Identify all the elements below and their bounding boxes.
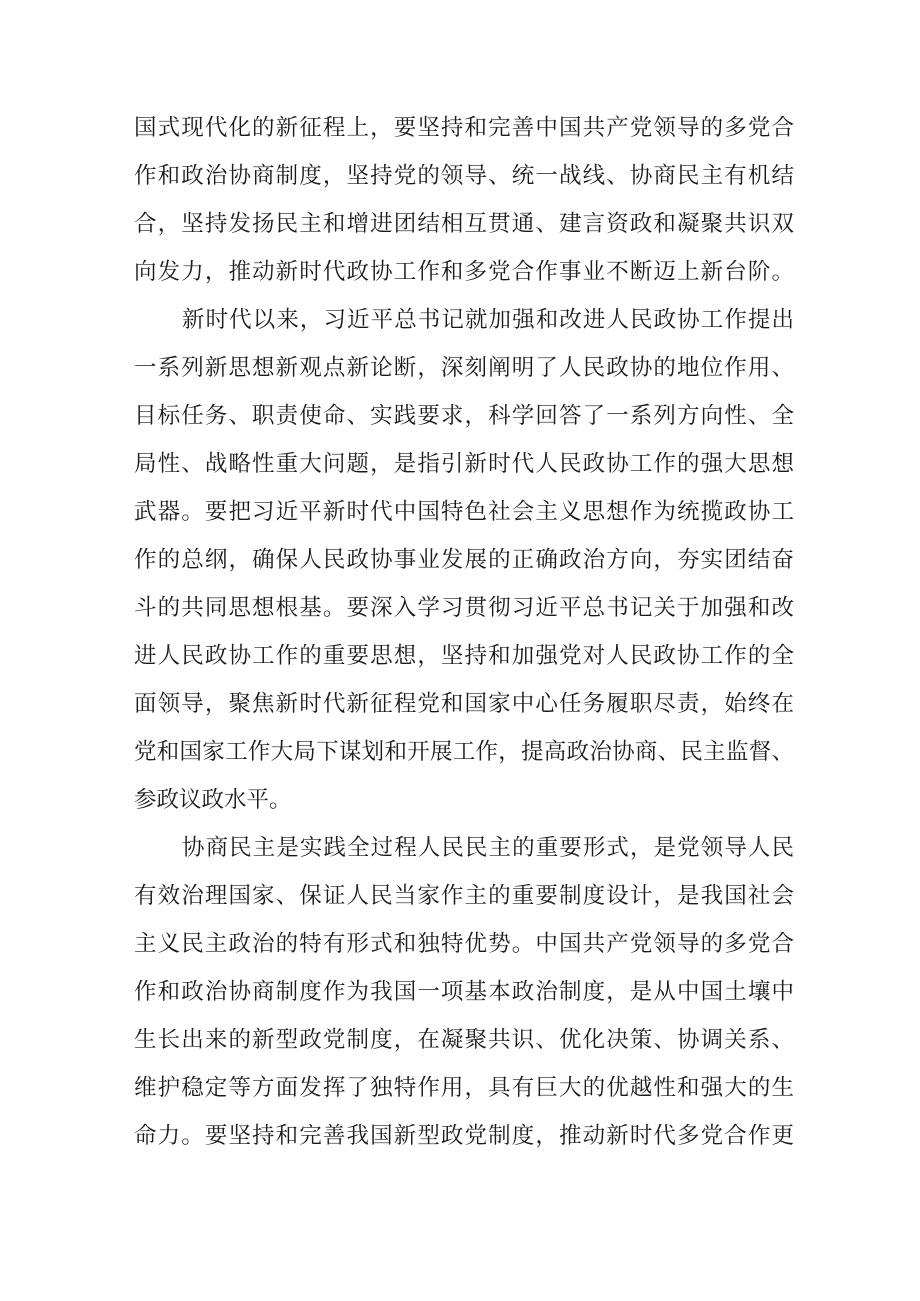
paragraph-2-line-9: 面领导，聚焦新时代新征程党和国家中心任务履职尽责，始终在 (134, 691, 794, 717)
paragraph-2-line-7: 斗的共同思想根基。要深入学习贯彻习近平总书记关于加强和改 (134, 595, 794, 621)
paragraph-2-line-4: 局性、战略性重大问题，是指引新时代人民政协工作的强大思想 (134, 451, 794, 477)
paragraph-3-line-5: 生长出来的新型政党制度，在凝聚共识、优化决策、协调关系、 (134, 1027, 794, 1053)
paragraph-2-line-3: 目标任务、职责使命、实践要求，科学回答了一系列方向性、全 (134, 403, 794, 429)
paragraph-1-line-4: 向发力，推动新时代政协工作和多党合作事业不断迈上新台阶。 (134, 259, 794, 285)
paragraph-3-line-4: 作和政治协商制度作为我国一项基本政治制度，是从中国土壤中 (134, 979, 794, 1005)
paragraph-3-line-2: 有效治理国家、保证人民当家作主的重要制度设计，是我国社会 (134, 883, 794, 909)
paragraph-3-line-7: 命力。要坚持和完善我国新型政党制度，推动新时代多党合作更 (134, 1123, 794, 1149)
paragraph-3-line-3: 主义民主政治的特有形式和独特优势。中国共产党领导的多党合 (134, 931, 794, 957)
paragraph-2-line-1: 新时代以来，习近平总书记就加强和改进人民政协工作提出 (182, 307, 794, 333)
paragraph-2-line-2: 一系列新思想新观点新论断，深刻阐明了人民政协的地位作用、 (134, 355, 794, 381)
paragraph-3-line-6: 维护稳定等方面发挥了独特作用，具有巨大的优越性和强大的生 (134, 1075, 794, 1101)
paragraph-2-line-6: 作的总纲，确保人民政协事业发展的正确政治方向，夯实团结奋 (134, 547, 794, 573)
paragraph-2-line-11: 参政议政水平。 (134, 787, 292, 813)
paragraph-1-line-2: 作和政治协商制度，坚持党的领导、统一战线、协商民主有机结 (134, 163, 794, 189)
paragraph-2-line-5: 武器。要把习近平新时代中国特色社会主义思想作为统揽政协工 (134, 499, 794, 525)
paragraph-2-line-10: 党和国家工作大局下谋划和开展工作，提高政治协商、民主监督、 (134, 739, 794, 765)
paragraph-1-line-3: 合，坚持发扬民主和增进团结相互贯通、建言资政和凝聚共识双 (134, 211, 794, 237)
paragraph-2-line-8: 进人民政协工作的重要思想，坚持和加强党对人民政协工作的全 (134, 643, 794, 669)
paragraph-1-line-1: 国式现代化的新征程上，要坚持和完善中国共产党领导的多党合 (134, 115, 794, 141)
paragraph-3-line-1: 协商民主是实践全过程人民民主的重要形式，是党领导人民 (182, 835, 794, 861)
